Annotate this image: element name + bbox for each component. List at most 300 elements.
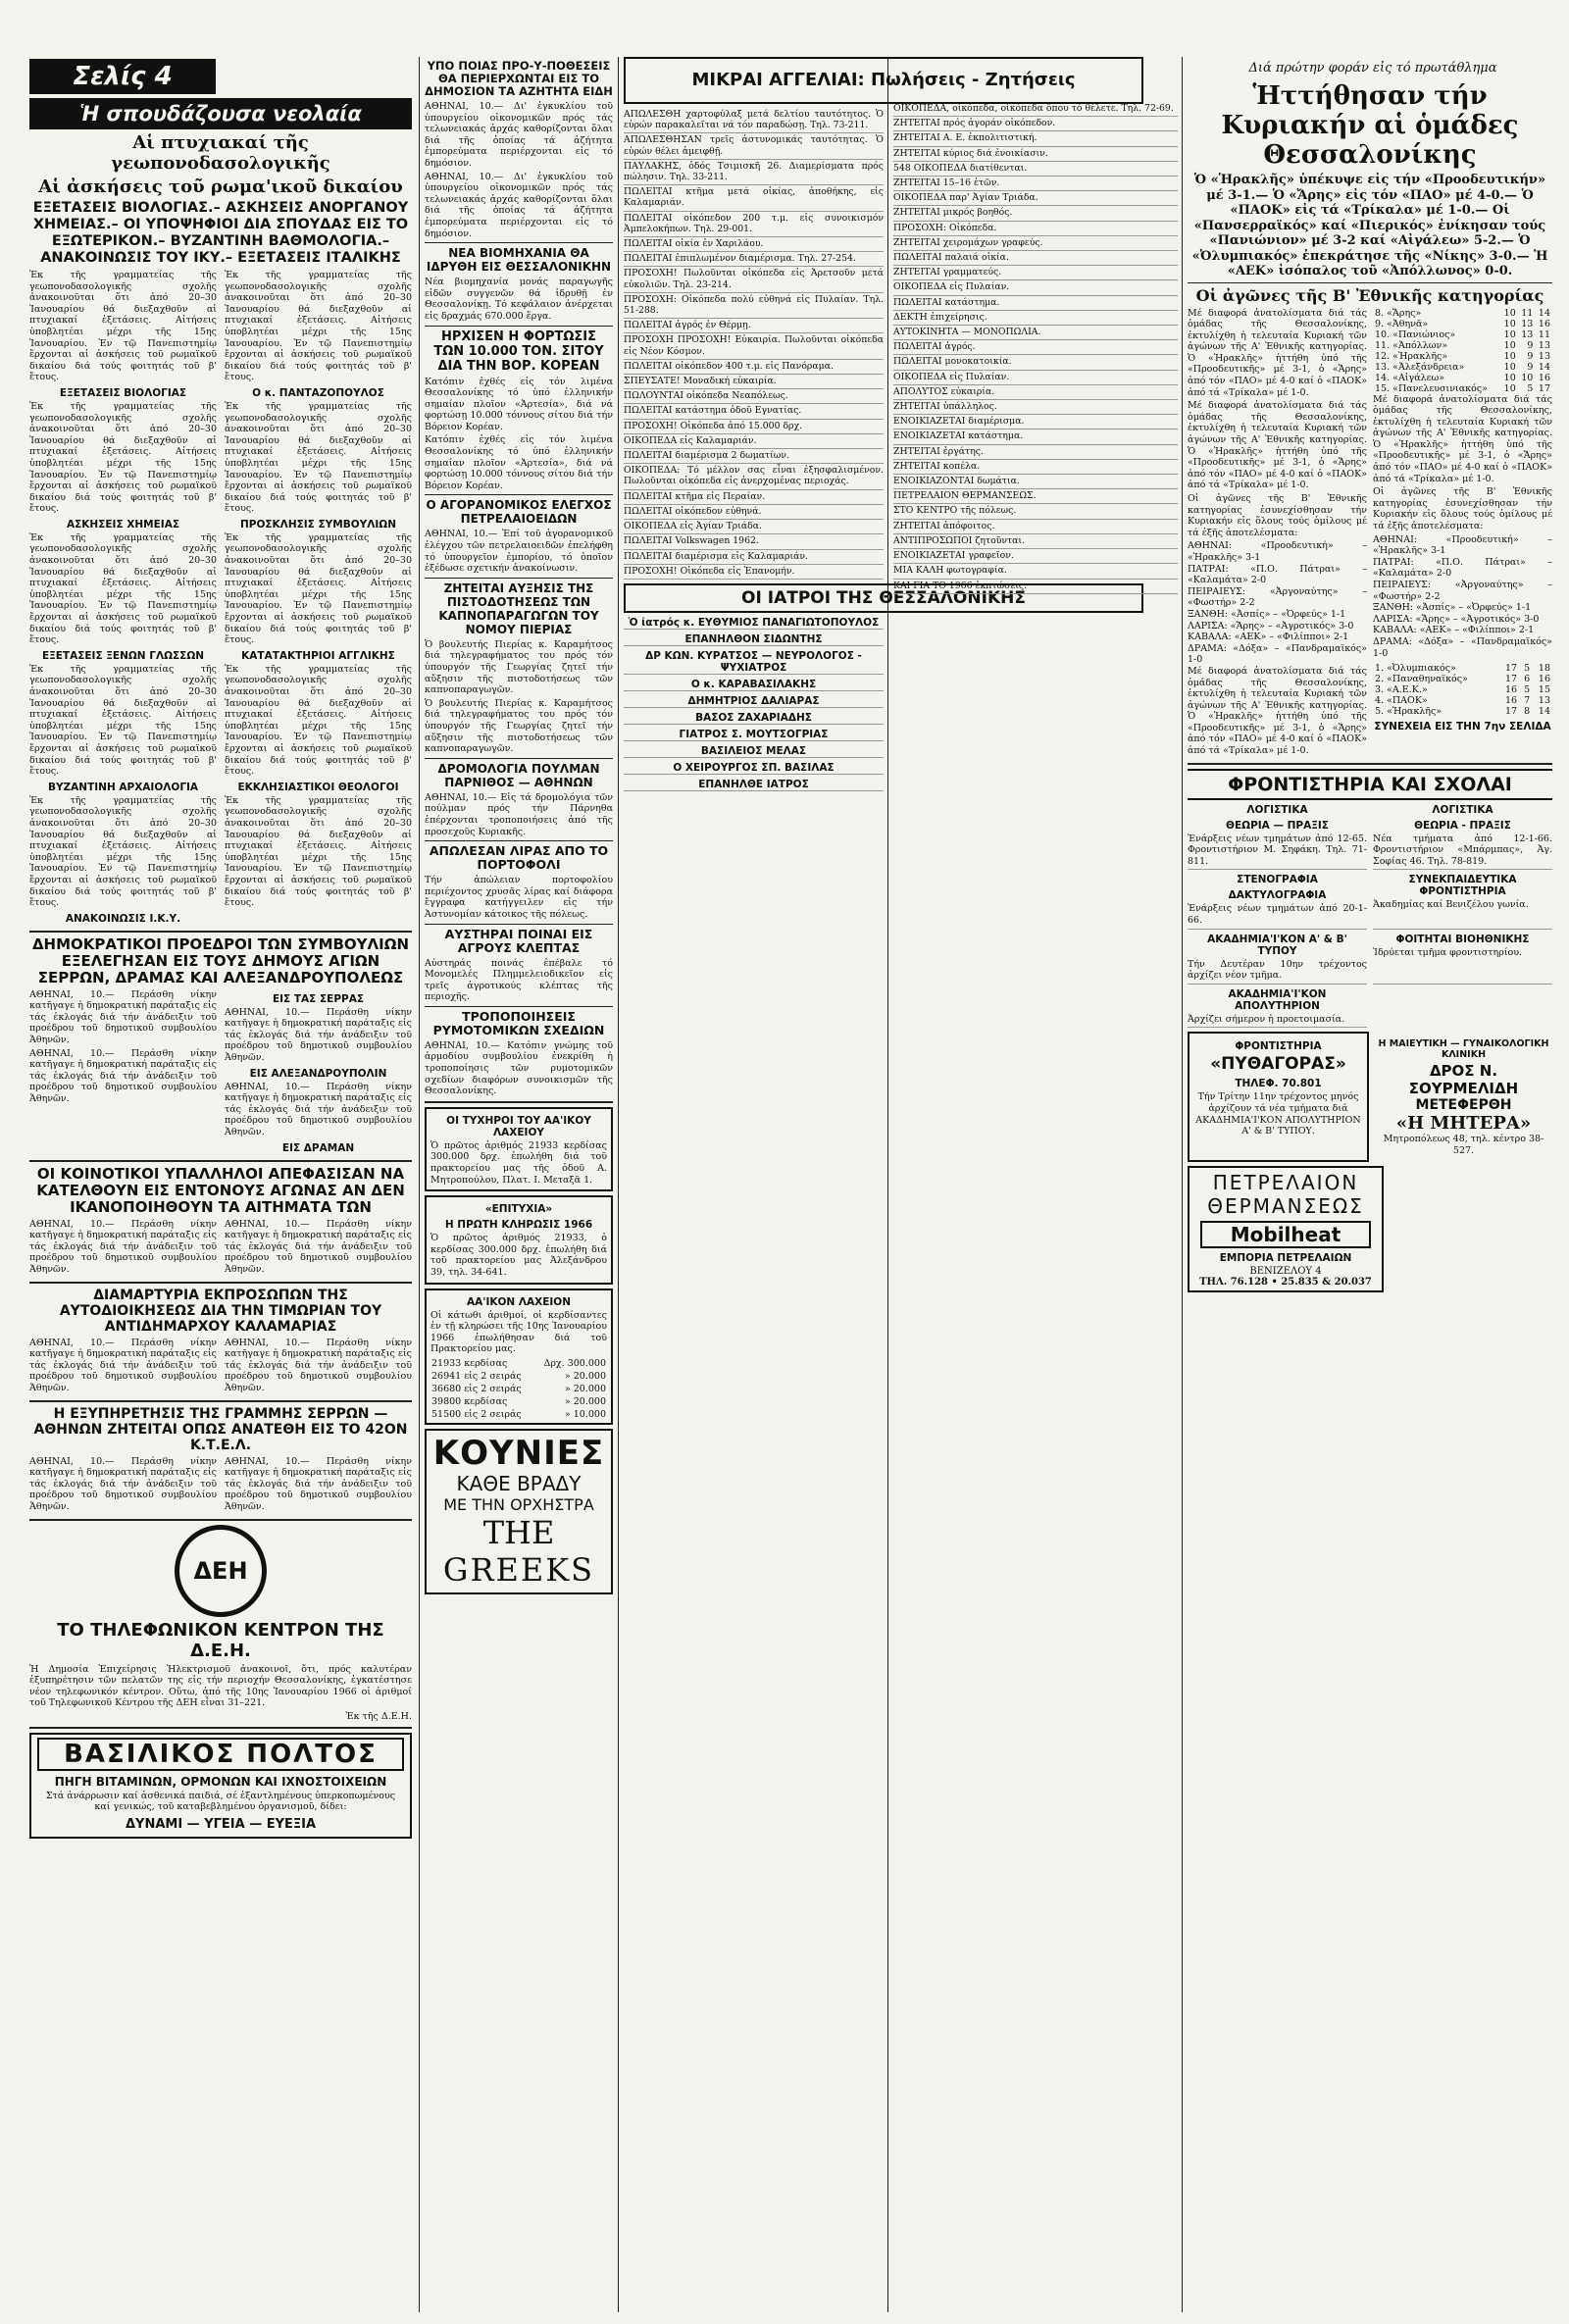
- classified-ad: ΟΙΚΟΠΕΔΑ εἰς Πυλαίαν.: [893, 371, 1178, 385]
- article-body: Οἱ ἀγῶνες τῆς Β' Ἐθνικῆς κατηγορίας ἐσυνεχίσθησαν τήν Κυριακήν εἰς ὅλους τούς ὁμίλους μέ τά ἑξῆς ἀποτελέσματα:: [1373, 486, 1552, 532]
- dei-ad: [29, 1525, 412, 1723]
- match-result: ΠΕΙΡΑΙΕΥΣ: «Ἀργοναύτης» – «Φωστήρ» 2-2: [1188, 585, 1367, 609]
- standings-cell: 10: [1503, 318, 1516, 329]
- classified-ad: ΠΩΛΟΥΝΤΑΙ οἰκόπεδα Νεαπόλεως.: [624, 389, 884, 404]
- column-rule: [419, 57, 420, 2312]
- headline-petrol-control: Ο ΑΓΟΡΑΝΟΜΙΚΟΣ ΕΛΕΓΧΟΣ ΠΕΤΡΕΛΑΙΟΕΙΔΩΝ: [426, 498, 612, 527]
- headline-exams: ΕΞΕΤΑΣΕΙΣ ΒΙΟΛΟΓΙΑΣ.– ΑΣΚΗΣΕΙΣ ΑΝΟΡΓΑΝΟΥ ΧΗΜΕΙΑΣ.– ΟΙ ΥΠΟΨΗΦΙΟΙ ΔΙΑ ΣΠΟΥΔΑΣ ΕΙΣ ΤΟ ΕΞΩΤΕΡΙΚΟΝ.– ΒΥΖΑΝΤΙΝΗ ΒΑΘΜΟΛΟΓΙΑ.– ΑΝΑΚΟΙΝΩΣΙΣ ΤΟΥ ΙΚΥ.– ΕΞΕΤΑΣΕΙΣ ΙΤΑΛΙΚΗΣ: [32, 200, 409, 266]
- kounies-line2: ΚΑΘΕ ΒΡΑΔΥ: [456, 1471, 582, 1495]
- match-result: ΚΑΒΑΛΑ: «ΑΕΚ» – «Φιλίπποι» 2-1: [1188, 632, 1349, 643]
- clinic-ad: [1375, 1032, 1552, 1161]
- classified-ad: ΣΠΕΥΣΑΤΕ! Μοναδική εὐκαιρία.: [624, 375, 884, 389]
- standings-cell: 11: [1521, 307, 1534, 319]
- article-body: ΑΘΗΝΑΙ, 10.— Περάσθη νίκην κατῆγαγε ἡ δημοκρατική παράταξις εἰς τάς ἐκλογάς διά τήν ἀνάδειξιν τοῦ προέδρου τοῦ δημοτικοῦ συμβουλίου Ἀθηνῶν.: [225, 1218, 412, 1275]
- classified-ad: ΑΥΤΟΚΙΝΗΤΑ — ΜΟΝΟΠΩΛΙΑ.: [893, 326, 1178, 340]
- standings-cell: 13: [1521, 318, 1534, 329]
- standings-cell: 13: [1521, 328, 1534, 340]
- article-body: Ἐκ τῆς γραμματείας τῆς γεωπονοδασολογικῆς σχολῆς ἀνακοινοῦται ὅτι ἀπό 20–30 Ἰανουαρίου θά διεξαχθοῦν αἱ πτυχιακαί ἐξετάσεις. Αἰτήσεις ὑποβλητέαι μέχρι τῆς 15ης Ἰανουαρίου. Ἐν τῷ Πανεπιστημίῳ ἔρχονται αἱ ἀσκήσεις τοῦ ρωμαϊκοῦ δικαίου διά τούς φοιτητάς τοῦ β' ἔτους.: [225, 663, 412, 778]
- subhead-alexandroupolis: ΕΙΣ ΑΛΕΞΑΝΔΡΟΥΠΟΛΙΝ: [249, 1067, 387, 1080]
- match-result: ΚΑΒΑΛΑ: «ΑΕΚ» – «Φιλίπποι» 2-1: [1373, 625, 1535, 636]
- article-body: Ἐκ τῆς γραμματείας τῆς γεωπονοδασολογικῆς σχολῆς ἀνακοινοῦται ὅτι ἀπό 20–30 Ἰανουαρίου θά διεξαχθοῦν αἱ πτυχιακαί ἐξετάσεις. Αἰτήσεις ὑποβλητέαι μέχρι τῆς 15ης Ἰανουαρίου. Ἐν τῷ Πανεπιστημίῳ ἔρχονται αἱ ἀσκήσεις τοῦ ρωμαϊκοῦ δικαίου διά τούς φοιτητάς τοῦ β' ἔτους.: [225, 400, 412, 515]
- standings-cell: 10: [1503, 339, 1516, 351]
- heating-oil-ad: [1188, 1166, 1384, 1292]
- standings-cell: 10: [1503, 361, 1516, 373]
- article-body: ΑΘΗΝΑΙ, 10.— Περάσθη νίκην κατῆγαγε ἡ δημοκρατική παράταξις εἰς τάς ἐκλογάς διά τήν ἀνάδειξιν τοῦ προέδρου τοῦ δημοτικοῦ συμβουλίου Ἀθηνῶν.: [225, 1455, 412, 1512]
- doctor-entry: ΕΠΑΝΗΛΘΟΝ ΣΙΔΩΝΤΗΣ: [624, 633, 884, 646]
- lottery-cell: 26941 εἰς 2 σειράς: [431, 1370, 522, 1382]
- article-body: Τήν ἀπώλειαν πορτοφολίου περιέχοντος χρυσᾶς λίρας καί διάφορα ἔγγραφα κατήγγειλεν εἰς τήν Ἀστυνομίαν κάτοικος τῆς πόλεως.: [425, 875, 613, 920]
- kounies-greeks: GREEKS: [442, 1550, 595, 1589]
- standings-cell: 9: [1527, 361, 1534, 373]
- match-result: ΑΘΗΝΑΙ: «Προοδευτική» – «Ἡρακλῆς» 3-1: [1188, 540, 1367, 563]
- article-body: Αὐστηράς ποινάς ἐπέβαλε τό Μονομελές Πλημμελειοδικεῖον εἰς τρεῖς ἀγροτικούς κλέπτας τῆς περιοχῆς.: [425, 957, 613, 1003]
- dei-body: Ἡ Δημοσία Ἐπιχείρησις Ἠλεκτρισμοῦ ἀνακοινοῖ, ὅτι, πρός καλυτέραν ἐξυπηρέτησιν τῶν πελατῶν της εἰς τήν περιοχήν Θεσσαλονίκης, ἐγκατέστησε νέον τηλεφωνικόν κέντρον. Οὕτω, ἀπό τῆς 10ης Ἰανουαρίου 1966 οἱ ἀριθμοί τοῦ Τηλεφωνικοῦ Κέντρου τῆς ΔΕΗ εἶναι 31–221.: [29, 1663, 412, 1709]
- oil-title-1: ΠΕΤΡΕΛΑΙΟΝ: [1212, 1170, 1359, 1194]
- school-ad: [1188, 800, 1367, 871]
- match-result: ΞΑΝΘΗ: «Ἀσπίς» – «Ὀρφεύς» 1-1: [1373, 602, 1532, 614]
- classified-ad: ΕΝΟΙΚΙΑΖΕΤΑΙ διαμέρισμα.: [893, 415, 1178, 429]
- article-body: ΑΘΗΝΑΙ, 10.— Περάσθη νίκην κατῆγαγε ἡ δημοκρατική παράταξις εἰς τάς ἐκλογάς διά τήν ἀνάδειξιν τοῦ προέδρου τοῦ δημοτικοῦ συμβουλίου Ἀθηνῶν.: [29, 1047, 217, 1105]
- article-body: Ἐκ τῆς γραμματείας τῆς γεωπονοδασολογικῆς σχολῆς ἀνακοινοῦται ὅτι ἀπό 20–30 Ἰανουαρίου θά διεξαχθοῦν αἱ πτυχιακαί ἐξετάσεις. Αἰτήσεις ὑποβλητέαι μέχρι τῆς 15ης Ἰανουαρίου. Ἐν τῷ Πανεπιστημίῳ ἔρχονται αἱ ἀσκήσεις τοῦ ρωμαϊκοῦ δικαίου διά τούς φοιτητάς τοῦ β' ἔτους.: [29, 400, 217, 515]
- classified-ad: ΔΕΚΤΗ ἐπιχείρησις.: [893, 311, 1178, 326]
- standings-cell: 14: [1538, 361, 1550, 373]
- standings-cell: 8. «Ἄρης»: [1375, 307, 1422, 319]
- lottery-row: [430, 1370, 607, 1383]
- classified-ad: ΠΩΛΕΙΤΑΙ οἰκία ἐν Χαριλάου.: [624, 237, 884, 252]
- subhead-pantazopoulos: Ο κ. ΠΑΝΤΑΖΟΠΟΥΛΟΣ: [252, 386, 384, 399]
- standings-cell: 18: [1538, 663, 1550, 675]
- standings-row: [1373, 383, 1552, 394]
- classified-ad: ΠΩΛΕΙΤΑΙ μονοκατοικία.: [893, 355, 1178, 370]
- classified-ad: ΠΩΛΕΙΤΑΙ Volkswagen 1962.: [624, 534, 884, 549]
- oil-address: ΒΕΝΙΖΕΛΟΥ 4: [1249, 1265, 1322, 1277]
- school-ad-body: Ἀκαδημίας καί Βενιζέλου γωνία.: [1373, 899, 1529, 911]
- standings-row: [1373, 663, 1552, 674]
- standings-cell: 8: [1524, 706, 1531, 718]
- article-body: ΑΘΗΝΑΙ, 10.— Περάσθη νίκην κατῆγαγε ἡ δημοκρατική παράταξις εἰς τάς ἐκλογάς διά τήν ἀνάδειξιν τοῦ προέδρου τοῦ δημοτικοῦ συμβουλίου Ἀθηνῶν.: [29, 988, 217, 1046]
- article-body: ΑΘΗΝΑΙ, 10.— Δι' ἐγκυκλίου τοῦ ὑπουργείου οἰκονομικῶν πρός τάς τελωνειακάς ἀρχάς καθορίζονται ὅλαι διά τῆς ὁποίας τά ἀζήτητα ἐμπορεύματα περιέρχονται εἰς τό δημόσιον.: [425, 171, 613, 239]
- standings-cell: 17: [1505, 663, 1518, 675]
- column-news-brief: [425, 57, 613, 2312]
- kounies-line3: ΜΕ ΤΗΝ ΟΡΧΗΣΤΡΑ: [443, 1494, 594, 1514]
- classified-ad: ΠΩΛΕΙΤΑΙ διαμέρισμα εἰς Καλαμαριάν.: [624, 550, 884, 565]
- standings-cell: 16: [1538, 372, 1550, 383]
- classified-ad: ΠΡΟΣΟΧΗ: Οἰκόπεδα.: [893, 222, 1178, 236]
- lottery-cell: 21933 κερδίσας: [431, 1357, 508, 1369]
- clinic-head: Η ΜΑΙΕΥΤΙΚΗ — ΓΥΝΑΙΚΟΛΟΓΙΚΗ ΚΛΙΝΙΚΗ: [1378, 1038, 1549, 1061]
- classified-ad: ΟΙΚΟΠΕΔΑ εἰς Καλαμαριάν.: [624, 434, 884, 449]
- subhead-councils: ΠΡΟΣΚΛΗΣΙΣ ΣΥΜΒΟΥΛΙΩΝ: [239, 518, 397, 530]
- standings-cell: 13. «Ἀλεξάνδρεια»: [1375, 361, 1465, 373]
- standings-cell: 11. «Ἀπόλλων»: [1375, 339, 1448, 351]
- headline-serres-line: Η ΕΞΥΠΗΡΕΤΗΣΙΣ ΤΗΣ ΓΡΑΜΜΗΣ ΣΕΡΡΩΝ — ΑΘΗΝΩΝ ΖΗΤΕΙΤΑΙ ΟΠΩΣ ΑΝΑΤΕΘΗ ΕΙΣ ΤΟ 42ΟΝ Κ.Τ.Ε.Λ.: [33, 1405, 408, 1453]
- article-body: ΑΘΗΝΑΙ, 10.— Δι' ἐγκυκλίου τοῦ ὑπουργείου οἰκονομικῶν πρός τάς τελωνειακάς ἀρχάς καθορίζονται ὅλαι διά τῆς ὁποίας τά ἀζήτητα ἐμπορεύματα περιέρχονται εἰς τό δημόσιον.: [425, 101, 613, 169]
- standings-row: [1373, 674, 1552, 684]
- classified-ad: ΖΗΤΕΙΤΑΙ πρός ἀγοράν οἰκόπεδον.: [893, 117, 1178, 131]
- classified-ad: ΟΙΚΟΠΕΔΑ, οἰκόπεδα, οἰκόπεδα ὅπου τό θέλετε. Τηλ. 72-69.: [893, 102, 1178, 117]
- headline-penalties: ΑΥΣΤΗΡΑΙ ΠΟΙΝΑΙ ΕΙΣ ΑΓΡΟΥΣ ΚΛΕΠΤΑΣ: [444, 926, 593, 955]
- doctor-entry: Ο ΧΕΙΡΟΥΡΓΟΣ ΣΠ. ΒΑΣΙΛΑΣ: [624, 762, 884, 775]
- subhead-foreign-languages: ΕΞΕΤΑΣΕΙΣ ΞΕΝΩΝ ΓΛΩΣΣΩΝ: [41, 649, 205, 662]
- clinic-moved: ΜΕΤΕΦΕΡΘΗ: [1415, 1097, 1512, 1114]
- standings-cell: 3. «Α.Ε.Κ.»: [1375, 684, 1428, 696]
- classified-ad: ΖΗΤΕΙΤΑΙ χειρομάχων γραφεύς.: [893, 236, 1178, 251]
- doctor-entry: ΔΡ ΚΩΝ. ΚΥΡΑΤΣΟΣ — ΝΕΥΡΟΛΟΓΟΣ - ΨΥΧΙΑΤΡΟΣ: [624, 650, 884, 675]
- lottery-3-body: Οἱ κάτωθι ἀριθμοί, οἱ κερδίσαντες ἐν τῇ κληρώσει τῆς 10ης Ἰανουαρίου 1966 ἐπωλήθησαν διά τοῦ Πρακτορείου μας.: [430, 1309, 607, 1355]
- classified-ad: ΣΤΟ ΚΕΝΤΡΟ τῆς πόλεως.: [893, 504, 1178, 519]
- subhead-drama: ΕΙΣ ΔΡΑΜΑΝ: [281, 1141, 355, 1154]
- lottery-1-body: Ὁ πρῶτος ἀριθμός 21933 κερδίσας 300.000 δρχ. ἐπωλήθη διά τοῦ πρακτορείου μας τῆς ὁδοῦ Α. Μητροπούλου, Πλατ. Ι. Μεταξᾶ 1.: [430, 1139, 607, 1186]
- subhead-byzantine: ΒΥΖΑΝΤΙΝΗ ΑΡΧΑΙΟΛΟΓΙΑ: [47, 781, 199, 793]
- lottery-3-table: [430, 1357, 607, 1421]
- pythagoras-ad: [1188, 1032, 1369, 1161]
- headline-pullman: ΔΡΟΜΟΛΟΓΙΑ ΠΟΥΛΜΑΝ ΠΑΡΝΙΘΟΣ — ΑΘΗΝΩΝ: [437, 761, 600, 789]
- article-body: Μέ διαφορά ἀνατολίσματα διά τάς ὁμάδας τῆς Θεσσαλονίκης, ἐκτυλίχθη ἡ τελευταία Κυριακή τῶν ἀγώνων τῆς Α' Ἐθνικῆς κατηγορίας. Ὁ «Ἡρακλῆς» ἡττήθη ὑπό τῆς «Προοδευτικῆς» μέ 3-1, ὁ «Ἄρης» ἀπό τόν «ΠΑΟ» μέ 4-0 καί ὁ «ΠΑΟΚ» ἀπό τά «Τρίκαλα» μέ 1-0.: [1188, 307, 1367, 398]
- school-ad-title: ΑΚΑΔΗΜΙΑ'Ι'ΚΟΝ Α' & Β' ΤΥΠΟΥ: [1207, 933, 1347, 957]
- classified-ad: ΠΡΟΣΟΧΗ! Οἰκόπεδα ἀπό 15.000 δρχ.: [624, 420, 884, 434]
- classified-ad: ΠΡΟΣΟΧΗ: Οἰκόπεδα πολύ εὐθηνά εἰς Πυλαίαν. Τηλ. 51-288.: [624, 293, 884, 319]
- standings-cell: 17: [1538, 382, 1550, 394]
- column-classifieds-b: [893, 102, 1178, 2312]
- school-ad-title: ΑΚΑΔΗΜΙΑ'Ι'ΚΟΝ ΑΠΟΛΥΤΗΡΙΟΝ: [1228, 987, 1327, 1012]
- lottery-cell: » 20.000: [564, 1395, 606, 1407]
- school-ad-title: ΦΟΙΤΗΤΑΙ ΒΙΟΗΘΝΙΚΗΣ: [1395, 933, 1530, 945]
- school-ad-title: ΛΟΓΙΣΤΙΚΑ: [1432, 803, 1493, 816]
- standings-row: [1373, 308, 1552, 319]
- headline-tobacco: ΖΗΤΕΙΤΑΙ ΑΥΞΗΣΙΣ ΤΗΣ ΠΙΣΤΟΔΟΤΗΣΕΩΣ ΤΩΝ ΚΑΠΝΟΠΑΡΑΓΩΓΩΝ ΤΟΥ ΝΟΜΟΥ ΠΙΕΡΙΑΣ: [438, 581, 599, 636]
- standings-cell: 9: [1527, 339, 1534, 351]
- match-result: ΛΑΡΙΣΑ: «Ἄρης» – «Ἀγροτικός» 3-0: [1188, 620, 1354, 632]
- standings-cell: 5. «Ἡρακλῆς»: [1375, 706, 1442, 718]
- article-body: ΑΘΗΝΑΙ, 10.— Κατόπιν γνώμης τοῦ ἁρμοδίου συμβουλίου ἐνεκρίθη ἡ τροποποίησις τῶν ρυμοτομικῶν σχεδίων διαφόρων συνοικισμῶν τῆς Θεσσαλονίκης.: [425, 1039, 613, 1097]
- standings-cell: 12. «Ἡρακλῆς»: [1375, 350, 1448, 362]
- subhead-iky: ΑΝΑΚΟΙΝΩΣΙΣ Ι.Κ.Υ.: [65, 912, 181, 925]
- doctor-entry: ΕΠΑΝΗΛΘΕ ΙΑΤΡΟΣ: [624, 779, 884, 791]
- article-body: Ἐκ τῆς γραμματείας τῆς γεωπονοδασολογικῆς σχολῆς ἀνακοινοῦται ὅτι ἀπό 20–30 Ἰανουαρίου θά διεξαχθοῦν αἱ πτυχιακαί ἐξετάσεις. Αἰτήσεις ὑποβλητέαι μέχρι τῆς 15ης Ἰανουαρίου. Ἐν τῷ Πανεπιστημίῳ ἔρχονται αἱ ἀσκήσεις τοῦ ρωμαϊκοῦ δικαίου διά τούς φοιτητάς τοῦ β' ἔτους.: [29, 663, 217, 778]
- standings-cell: 15. «Πανελευσινιακός»: [1375, 382, 1488, 394]
- classified-ad: ΑΠΟΛΥΤΟΣ εὐκαιρία.: [893, 385, 1178, 400]
- royal-jelly-subtitle: ΠΗΓΗ ΒΙΤΑΜΙΝΩΝ, ΟΡΜΟΝΩΝ ΚΑΙ ΙΧΝΟΣΤΟΙΧΕΙΩΝ: [54, 1774, 387, 1789]
- article-body: ΑΘΗΝΑΙ, 10.— Περάσθη νίκην κατῆγαγε ἡ δημοκρατική παράταξις εἰς τάς ἐκλογάς διά τήν ἀνάδειξιν τοῦ προέδρου τοῦ δημοτικοῦ συμβουλίου Ἀθηνῶν.: [225, 1337, 412, 1393]
- pythagoras-phone: ΤΗΛΕΦ. 70.801: [1235, 1078, 1322, 1090]
- standings-table-2: [1373, 663, 1552, 717]
- headline-roman-law: Αἱ ἀσκήσεις τοῦ ρωμα'ικοῦ δικαίου: [38, 177, 403, 197]
- lottery-1-title: ΟΙ ΤΥΧΗΡΟΙ ΤΟΥ ΑΑ'ΙΚΟΥ ΛΑΧΕΙΟΥ: [446, 1114, 591, 1138]
- standings-cell: 13: [1538, 350, 1550, 362]
- article-body: Ἐκ τῆς γραμματείας τῆς γεωπονοδασολογικῆς σχολῆς ἀνακοινοῦται ὅτι ἀπό 20–30 Ἰανουαρίου θά διεξαχθοῦν αἱ πτυχιακαί ἐξετάσεις. Αἰτήσεις ὑποβλητέαι μέχρι τῆς 15ης Ἰανουαρίου. Ἐν τῷ Πανεπιστημίῳ ἔρχονται αἱ ἀσκήσεις τοῦ ρωμαϊκοῦ δικαίου διά τούς φοιτητάς τοῦ β' ἔτους.: [29, 270, 217, 383]
- standings-cell: 14: [1538, 307, 1550, 319]
- school-ad-body: Ἀρχίζει σήμερον ἡ προετοιμασία.: [1188, 1013, 1345, 1025]
- subhead-chemistry: ΑΣΚΗΣΕΙΣ ΧΗΜΕΙΑΣ: [66, 518, 179, 530]
- article-body: Ὁ βουλευτής Πιερίας κ. Καραμήτσος διά τηλεγραφήματος του πρός τόν ὑπουργόν τῆς Γεωργίας ζητεῖ τήν αὔξησιν τῆς πιστοδοτήσεως τῶν καπνοπαραγωγῶν.: [425, 638, 613, 696]
- standings-cell: 5: [1524, 663, 1531, 675]
- subhead-serres: ΕΙΣ ΤΑΣ ΣΕΡΡΑΣ: [272, 992, 365, 1005]
- classified-ad: ΜΙΑ ΚΑΛΗ φωτογραφία.: [893, 564, 1178, 579]
- classified-ad: ΠΩΛΕΙΤΑΙ οἰκόπεδον 400 τ.μ. εἰς Πανόραμα.: [624, 360, 884, 375]
- article-body: ΑΘΗΝΑΙ, 10.— Περάσθη νίκην κατῆγαγε ἡ δημοκρατική παράταξις εἰς τάς ἐκλογάς διά τήν ἀνάδειξιν τοῦ προέδρου τοῦ δημοτικοῦ συμβουλίου Ἀθηνῶν.: [29, 1455, 217, 1512]
- classified-ad: ΠΡΟΣΟΧΗ! Οἰκόπεδα εἰς Ἐπανομήν.: [624, 565, 884, 580]
- school-ad-title: ΔΑΚΤΥΛΟΓΡΑΦΙΑ: [1228, 889, 1327, 902]
- standings-cell: 10. «Πανιώνιος»: [1375, 328, 1456, 340]
- standings-cell: 6: [1524, 674, 1531, 685]
- continue-note: ΣΥΝΕΧΕΙΑ ΕΙΣ ΤΗΝ 7ην ΣΕΛΙΔΑ: [1374, 721, 1551, 733]
- dei-logo-text: ΔΕΗ: [193, 1556, 248, 1585]
- headline-lost-pounds: ΑΠΩΛΕΣΑΝ ΛΙΡΑΣ ΑΠΟ ΤΟ ΠΟΡΤΟΦΟΛΙ: [429, 843, 609, 873]
- royal-jelly-ad: [29, 1733, 412, 1839]
- classified-ad: ΠΕΤΡΕΛΑΙΟΝ ΘΕΡΜΑΝΣΕΩΣ.: [893, 489, 1178, 504]
- lottery-cell: 39800 κερδίσας: [431, 1395, 508, 1407]
- match-result: ΠΑΤΡΑΙ: «Π.Ο. Πάτραι» – «Καλαμάτα» 2-0: [1188, 563, 1367, 586]
- classified-ad: ΠΩΛΕΙΤΑΙ παλαιά οἰκία.: [893, 251, 1178, 266]
- oil-title-2: ΘΕΡΜΑΝΣΕΩΣ: [1207, 1193, 1364, 1218]
- lottery-cell: » 20.000: [564, 1383, 606, 1394]
- classified-ad: ΖΗΤΕΙΤΑΙ γραμματεύς.: [893, 266, 1178, 280]
- standings-table: [1373, 308, 1552, 394]
- standings-row: [1373, 329, 1552, 340]
- classified-ad: ΠΩΛΕΙΤΑΙ οἰκόπεδον 200 τ.μ. εἰς συνοικισμόν Ἀμπελοκήπων. Τηλ. 29-001.: [624, 212, 884, 237]
- standings-row: [1373, 373, 1552, 383]
- standings-cell: 10: [1503, 350, 1516, 362]
- results-list: [1373, 534, 1552, 660]
- match-result: ΑΘΗΝΑΙ: «Προοδευτική» – «Ἡρακλῆς» 3-1: [1373, 533, 1552, 557]
- column-sports: [1188, 78, 1552, 2312]
- standings-cell: 10: [1503, 372, 1516, 383]
- standings-row: [1373, 695, 1552, 706]
- article-body: Ἐκ τῆς γραμματείας τῆς γεωπονοδασολογικῆς σχολῆς ἀνακοινοῦται ὅτι ἀπό 20–30 Ἰανουαρίου θά διεξαχθοῦν αἱ πτυχιακαί ἐξετάσεις. Αἰτήσεις ὑποβλητέαι μέχρι τῆς 15ης Ἰανουαρίου. Ἐν τῷ Πανεπιστημίῳ ἔρχονται αἱ ἀσκήσεις τοῦ ρωμαϊκοῦ δικαίου διά τούς φοιτητάς τοῦ β' ἔτους.: [225, 531, 412, 646]
- lottery-row: [430, 1395, 607, 1408]
- standings-cell: 16: [1538, 674, 1550, 685]
- lottery-3-title: ΑΑ'ΙΚΟΝ ΛΑΧΕΙΟΝ: [466, 1295, 572, 1308]
- classified-ad: ΖΗΤΕΙΤΑΙ κοπέλα.: [893, 460, 1178, 475]
- article-body: ΑΘΗΝΑΙ, 10.— Περάσθη νίκην κατῆγαγε ἡ δημοκρατική παράταξις εἰς τάς ἐκλογάς διά τήν ἀνάδειξιν τοῦ προέδρου τοῦ δημοτικοῦ συμβουλίου Ἀθηνῶν.: [225, 1006, 412, 1064]
- classified-ad: 548 ΟΙΚΟΠΕΔΑ διατίθενται.: [893, 162, 1178, 177]
- subhead-biology: ΕΞΕΤΑΣΕΙΣ ΒΙΟΛΟΓΙΑΣ: [59, 386, 187, 399]
- school-ad: [1373, 800, 1552, 871]
- standings-cell: 14: [1538, 706, 1550, 718]
- school-ad-body: Ἐνάρξεις νέων τμημάτων ἀπό 20-1-66.: [1188, 903, 1367, 927]
- top-note: Διά πρώτην φοράν εἰς τό πρωτάθλημα: [1248, 61, 1497, 76]
- kounies-the: THE: [482, 1513, 555, 1551]
- classified-ad: ΖΗΤΕΙΤΑΙ ἀπόφοιτος.: [893, 520, 1178, 534]
- standings-cell: 10: [1503, 307, 1516, 319]
- classified-ad: ΠΑΥΛΑΚΗΣ, ὁδός Τσιμισκῆ 26. Διαμερίσματα πρός πώλησιν. Τηλ. 33-211.: [624, 160, 884, 185]
- sports-headline: Ἡττήθησαν τήν Κυριακήν αἱ ὁμάδες Θεσσαλονίκης: [1221, 81, 1519, 170]
- match-result: ΛΑΡΙΣΑ: «Ἄρης» – «Ἀγροτικός» 3-0: [1373, 613, 1540, 625]
- match-result: ΔΡΑΜΑ: «Δόξα» – «Πανδραμαϊκός» 1-0: [1373, 635, 1552, 659]
- standings-cell: 16: [1538, 318, 1550, 329]
- article-body: Μέ διαφορά ἀνατολίσματα διά τάς ὁμάδας τῆς Θεσσαλονίκης, ἐκτυλίχθη ἡ τελευταία Κυριακή τῶν ἀγώνων τῆς Α' Ἐθνικῆς κατηγορίας. Ὁ «Ἡρακλῆς» ἡττήθη ὑπό τῆς «Προοδευτικῆς» μέ 3-1, ὁ «Ἄρης» ἀπό τόν «ΠΑΟ» μέ 4-0 καί ὁ «ΠΑΟΚ» ἀπό τά «Τρίκαλα» μέ 1-0.: [1188, 665, 1367, 757]
- classifieds-banner: ΜΙΚΡΑΙ ΑΓΓΕΛΙΑΙ: Πωλήσεις - Ζητήσεις: [624, 57, 1143, 104]
- school-ad: [1373, 870, 1552, 929]
- article-body: Ἐκ τῆς γραμματείας τῆς γεωπονοδασολογικῆς σχολῆς ἀνακοινοῦται ὅτι ἀπό 20–30 Ἰανουαρίου θά διεξαχθοῦν αἱ πτυχιακαί ἐξετάσεις. Αἰτήσεις ὑποβλητέαι μέχρι τῆς 15ης Ἰανουαρίου. Ἐν τῷ Πανεπιστημίῳ ἔρχονται αἱ ἀσκήσεις τοῦ ρωμαϊκοῦ δικαίου διά τούς φοιτητάς τοῦ β' ἔτους.: [29, 794, 217, 909]
- classified-ad: ΠΩΛΕΙΤΑΙ οἰκόπεδον εὐθηνά.: [624, 505, 884, 520]
- standings-cell: 17: [1505, 674, 1518, 685]
- oil-store: ΕΜΠΟΡΙΑ ΠΕΤΡΕΛΑΙΩΝ: [1219, 1251, 1352, 1264]
- article-body: Νέα βιομηχανία μονάς παραγωγῆς εἰδῶν συγγενῶν θά ἱδρυθῇ ἐν Θεσσαλονίκῃ. Τό κεφάλαιον ἀνέρχεται εἰς δραχμάς 670.000 ἔργα.: [425, 277, 613, 322]
- classified-ad: ΠΩΛΕΙΤΑΙ ἀγρός ἐν Θέρμῃ.: [624, 319, 884, 333]
- school-ad-title: ΘΕΩΡΙΑ - ΠΡΑΞΙΣ: [1414, 819, 1511, 832]
- dei-headline: ΤΟ ΤΗΛΕΦΩΝΙΚΟΝ ΚΕΝΤΡΟΝ ΤΗΣ Δ.Ε.Η.: [57, 1619, 384, 1661]
- school-ad: [1188, 985, 1367, 1029]
- pythagoras-body: Τήν Τρίτην 11ην τρέχοντος μηνός ἀρχίζουν τά νέα τμήματα διά ΑΚΑΔΗΜΙΑ'Ι'ΚΟΝ ΑΠΟΛΥΤΗΡΙΟΝ Α' & Β' ΤΥΠΟΥ.: [1195, 1091, 1361, 1137]
- doctor-entry: Ὁ ἰατρός κ. ΕΥΘΥΜΙΟΣ ΠΑΝΑΓΙΩΤΟΠΟΥΛΟΣ: [624, 617, 884, 630]
- standings-cell: 16: [1505, 695, 1518, 707]
- match-result: ΠΕΙΡΑΙΕΥΣ: «Ἀργοναύτης» – «Φωστήρ» 2-2: [1373, 580, 1552, 602]
- standings-cell: 1. «Ὀλυμπιακός»: [1375, 663, 1456, 675]
- classified-ad: ΖΗΤΕΙΤΑΙ κύριος διά ἐνοικίασιν.: [893, 147, 1178, 162]
- lottery-cell: 36680 εἰς 2 σειράς: [431, 1383, 522, 1394]
- dei-logo: [175, 1525, 267, 1617]
- classified-ad: ΟΙΚΟΠΕΔΑ: Τό μέλλον σας εἶναι ἐξησφαλισμένον. Πωλοῦνται οἰκόπεδα εἰς ἀνερχομένας περιοχάς.: [624, 464, 884, 489]
- article-body: ΑΘΗΝΑΙ, 10.— Περάσθη νίκην κατῆγαγε ἡ δημοκρατική παράταξις εἰς τάς ἐκλογάς διά τήν ἀνάδειξιν τοῦ προέδρου τοῦ δημοτικοῦ συμβουλίου Ἀθηνῶν.: [29, 1218, 217, 1275]
- article-body: ΑΘΗΝΑΙ, 10.— Εἰς τά δρομολόγια τῶν πούλμαν πρός τήν Πάρνηθα ἐπέρχονται τροποποιήσεις ἀπό τῆς προσεχοῦς Κυριακῆς.: [425, 791, 613, 837]
- subhead-theologians: ΕΚΚΛΗΣΙΑΣΤΙΚΟΙ ΘΕΟΛΟΓΟΙ: [237, 781, 399, 793]
- subhead-english: ΚΑΤΑΤΑΚΤΗΡΙΟΙ ΑΓΓΛΙΚΗΣ: [241, 649, 395, 662]
- article-body: ΑΘΗΝΑΙ, 10.— Περάσθη νίκην κατῆγαγε ἡ δημοκρατική παράταξις εἰς τάς ἐκλογάς διά τήν ἀνάδειξιν τοῦ προέδρου τοῦ δημοτικοῦ συμβουλίου Ἀθηνῶν.: [225, 1081, 412, 1138]
- lottery-row: [430, 1357, 607, 1370]
- school-ad-body: Νέα τμήματα ἀπό 12-1-66. Φροντιστήριον «Μπάρμπας», Ἀγ. Σοφίας 46. Τηλ. 78-819.: [1373, 833, 1552, 867]
- standings-cell: 5: [1527, 382, 1534, 394]
- school-ad-body: Τήν Δευτέραν 10ην τρέχοντος ἀρχίζει νέον τμῆμα.: [1188, 958, 1367, 982]
- article-body: Ἐκ τῆς γραμματείας τῆς γεωπονοδασολογικῆς σχολῆς ἀνακοινοῦται ὅτι ἀπό 20–30 Ἰανουαρίου θά διεξαχθοῦν αἱ πτυχιακαί ἐξετάσεις. Αἰτήσεις ὑποβλητέαι μέχρι τῆς 15ης Ἰανουαρίου. Ἐν τῷ Πανεπιστημίῳ ἔρχονται αἱ ἀσκήσεις τοῦ ρωμαϊκοῦ δικαίου διά τούς φοιτητάς τοῦ β' ἔτους.: [225, 270, 412, 383]
- classified-ad: ΕΝΟΙΚΙΑΖΕΤΑΙ κατάστημα.: [893, 429, 1178, 444]
- column-rule: [1182, 57, 1183, 2312]
- column-rule: [887, 57, 888, 2312]
- classified-ad: ΠΩΛΕΙΤΑΙ ἐπιπλωμένον διαμέρισμα. Τηλ. 27-254.: [624, 252, 884, 267]
- standings-cell: 14. «Αἰγάλεω»: [1375, 372, 1445, 383]
- standings-row: [1373, 351, 1552, 362]
- classified-ad: ΑΠΩΛΕΣΘΗ χαρτοφύλαξ μετά δελτίου ταυτότητος. Ὁ εὑρών παρακαλεῖται νά τόν παραδώσῃ. Τηλ. 73-211.: [624, 108, 884, 133]
- school-ad-title: ΘΕΩΡΙΑ — ΠΡΑΞΙΣ: [1226, 819, 1329, 832]
- standings-row: [1373, 684, 1552, 695]
- school-ad: [1373, 930, 1552, 985]
- standings-cell: 9: [1527, 350, 1534, 362]
- standings-cell: 13: [1538, 695, 1550, 707]
- standings-cell: 7: [1524, 695, 1531, 707]
- classified-ad: ΕΝΟΙΚΙΑΖΟΝΤΑΙ δωμάτια.: [893, 475, 1178, 489]
- standings-cell: 13: [1538, 339, 1550, 351]
- classified-ad: ΠΩΛΕΙΤΑΙ κτῆμα μετά οἰκίας, ἀποθήκης, εἰς Καλαμαριάν.: [624, 185, 884, 211]
- article-body: Μέ διαφορά ἀνατολίσματα διά τάς ὁμάδας τῆς Θεσσαλονίκης, ἐκτυλίχθη ἡ τελευταία Κυριακή τῶν ἀγώνων τῆς Α' Ἐθνικῆς κατηγορίας. Ὁ «Ἡρακλῆς» ἡττήθη ὑπό τῆς «Προοδευτικῆς» μέ 3-1, ὁ «Ἄρης» ἀπό τόν «ΠΑΟ» μέ 4-0 καί ὁ «ΠΑΟΚ» ἀπό τά «Τρίκαλα» μέ 1-0.: [1373, 393, 1552, 484]
- article-body: ΑΘΗΝΑΙ, 10.— Ἐπί τοῦ ἀγορανομικοῦ ἐλέγχου τῶν πετρελαιοειδῶν ἐπελήφθη τό ὑπουργεῖον ἐμπορίου, τό ὁποῖον ἐξέδωσε σχετικήν ἀνακοίνωσιν.: [425, 529, 613, 575]
- headline-town-plans: ΤΡΟΠΟΠΟΙΗΣΕΙΣ ΡΥΜΟΤΟΜΙΚΩΝ ΣΧΕΔΙΩΝ: [432, 1008, 605, 1037]
- match-result: ΔΡΑΜΑ: «Δόξα» – «Πανδραμαϊκός» 1-0: [1188, 642, 1367, 666]
- headline-agronomy: Αἱ πτυχιακαί τῆς γεωπονοδασολογικῆς: [111, 132, 330, 174]
- classified-ad: ΖΗΤΕΙΤΑΙ ἐργάτης.: [893, 445, 1178, 460]
- classified-ad: ΠΩΛΕΙΤΑΙ κτῆμα εἰς Περαίαν.: [624, 490, 884, 505]
- classified-ad: ΠΩΛΕΙΤΑΙ κατάστημα.: [893, 296, 1178, 311]
- classified-ad: ΕΝΟΙΚΙΑΖΕΤΑΙ γραφεῖον.: [893, 549, 1178, 564]
- school-ad-title: ΣΤΕΝΟΓΡΑΦΙΑ: [1237, 874, 1318, 886]
- lottery-ad-2: [425, 1195, 613, 1284]
- classified-list: [893, 102, 1178, 594]
- doctor-entry: ΓΙΑΤΡΟΣ Σ. ΜΟΥΤΣΟΓΡΙΑΣ: [624, 729, 884, 741]
- clinic-to: «Η ΜΗΤΕΡΑ»: [1395, 1113, 1532, 1135]
- standings-cell: 15: [1538, 684, 1550, 696]
- doctor-entry: Ο κ. ΚΑΡΑΒΑΣΙΛΑΚΗΣ: [624, 679, 884, 691]
- lottery-cell: Δρχ. 300.000: [543, 1357, 606, 1369]
- headline-kalamaria: ΔΙΑΜΑΡΤΥΡΙΑ ΕΚΠΡΟΣΩΠΩΝ ΤΗΣ ΑΥΤΟΔΙΟΙΚΗΣΕΩΣ ΔΙΑ ΤΗΝ ΤΙΜΩΡΙΑΝ ΤΟΥ ΑΝΤΙΔΗΜΑΡΧΟΥ ΚΑΛΑΜΑΡΙΑΣ: [59, 1287, 382, 1335]
- student-news-banner: Ἡ σπουδάζουσα νεολαία: [29, 98, 412, 129]
- clinic-name: ΔΡΟΣ Ν. ΣΟΥΡΜΕΛΙΔΗ: [1408, 1062, 1519, 1098]
- lottery-row: [430, 1383, 607, 1395]
- classified-ad: ΠΡΟΣΟΧΗ! Πωλοῦνται οἰκόπεδα εἰς Ἀρετσοῦν μετά εὐκολιῶν. Τηλ. 23-214.: [624, 267, 884, 292]
- standings-cell: 5: [1524, 684, 1531, 696]
- mobilheat-logo: Mobilheat: [1200, 1221, 1371, 1248]
- royal-jelly-slogan: ΔΥΝΑΜΙ — ΥΓΕΙΑ — ΕΥΕΞΙΑ: [125, 1816, 317, 1832]
- school-ad-title: ΛΟΓΙΣΤΙΚΑ: [1246, 803, 1308, 816]
- standings-cell: 11: [1538, 328, 1550, 340]
- results-list: [1188, 540, 1367, 666]
- classified-ad: ΖΗΤΕΙΤΑΙ ὑπάλληλος.: [893, 400, 1178, 415]
- standings-cell: 10: [1521, 372, 1534, 383]
- royal-jelly-brand: ΒΑΣΙΛΙΚΟΣ ΠΟΛΤΟΣ: [37, 1738, 404, 1771]
- standings-cell: 2. «Παναθηναϊκός»: [1375, 674, 1468, 685]
- article-body: Μέ διαφορά ἀνατολίσματα διά τάς ὁμάδας τῆς Θεσσαλονίκης, ἐκτυλίχθη ἡ τελευταία Κυριακή τῶν ἀγώνων τῆς Α' Ἐθνικῆς κατηγορίας. Ὁ «Ἡρακλῆς» ἡττήθη ὑπό τῆς «Προοδευτικῆς» μέ 3-1, ὁ «Ἄρης» ἀπό τόν «ΠΑΟ» μέ 4-0 καί ὁ «ΠΑΟΚ» ἀπό τά «Τρίκαλα» μέ 1-0.: [1188, 400, 1367, 491]
- page-label: Σελίς 4: [29, 59, 216, 94]
- lottery-2-body: Ὁ πρῶτος ἀριθμός 21933, ὁ κερδίσας 300.000 δρχ. ἐπωλήθη διά τοῦ πρακτορείου μας Ἀλεξάνδρου 39, τηλ. 34-641.: [430, 1233, 607, 1278]
- standings-cell: 16: [1505, 684, 1518, 696]
- article-body: Ὁ βουλευτής Πιερίας κ. Καραμήτσος διά τηλεγραφήματος του πρός τόν ὑπουργόν τῆς Γεωργίας ζητεῖ τήν αὔξησιν τῆς πιστοδοτήσεως τῶν καπνοπαραγωγῶν.: [425, 697, 613, 755]
- dei-sign: Ἐκ τῆς Δ.Ε.Η.: [345, 1710, 412, 1722]
- lottery-cell: 51500 εἰς 2 σειράς: [431, 1408, 522, 1420]
- standings-row: [1373, 706, 1552, 717]
- sports-lead: Ὁ «Ἡρακλῆς» ὑπέκυψε εἰς τήν «Προοδευτικήν» μέ 3-1.— Ὁ «Ἄρης» εἰς τόν «ΠΑΟ» μέ 4-0.— Ὁ «ΠΑΟΚ» εἰς τά «Τρίκαλα» μέ 1-0.— Οἱ «Πανσερραϊκός» καί «Πιερικός» ἐνίκησαν τούς «Πανιώνιον» μέ 3-2 καί «Αἰγάλεω» 5-2.— Ὁ «Ὀλυμπιακός» ἐπεκράτησε τῆς «Νίκης» 3-0.— Ἡ «ΑΕΚ» ἰσόπαλος τοῦ «Ἀπόλλωνος» 0-0.: [1191, 173, 1548, 278]
- doctor-entry: ΒΑΣΙΛΕΙΟΣ ΜΕΛΑΣ: [624, 745, 884, 758]
- school-ad-body: Ἐνάρξεις νέων τμημάτων ἀπό 12-65. Φροντιστήριον Μ. Σηφάκη. Τηλ. 71-811.: [1188, 833, 1367, 867]
- kounies-title: ΚΟΥΝΙΕΣ: [432, 1433, 605, 1473]
- classified-ad: ΖΗΤΕΙΤΑΙ μικρός βοηθός.: [893, 206, 1178, 221]
- article-body: Ἐκ τῆς γραμματείας τῆς γεωπονοδασολογικῆς σχολῆς ἀνακοινοῦται ὅτι ἀπό 20–30 Ἰανουαρίου θά διεξαχθοῦν αἱ πτυχιακαί ἐξετάσεις. Αἰτήσεις ὑποβλητέαι μέχρι τῆς 15ης Ἰανουαρίου. Ἐν τῷ Πανεπιστημίῳ ἔρχονται αἱ ἀσκήσεις τοῦ ρωμαϊκοῦ δικαίου διά τούς φοιτητάς τοῦ β' ἔτους.: [29, 531, 217, 646]
- classified-ad: ΠΡΟΣΟΧΗ ΠΡΟΣΟΧΗ! Εὐκαιρία. Πωλοῦνται οἰκόπεδα εἰς Νέον Κόσμον.: [624, 333, 884, 359]
- school-ad: [1188, 930, 1367, 985]
- article-body: Ἐκ τῆς γραμματείας τῆς γεωπονοδασολογικῆς σχολῆς ἀνακοινοῦται ὅτι ἀπό 20–30 Ἰανουαρίου θά διεξαχθοῦν αἱ πτυχιακαί ἐξετάσεις. Αἰτήσεις ὑποβλητέαι μέχρι τῆς 15ης Ἰανουαρίου. Ἐν τῷ Πανεπιστημίῳ ἔρχονται αἱ ἀσκήσεις τοῦ ρωμαϊκοῦ δικαίου διά τούς φοιτητάς τοῦ β' ἔτους.: [225, 794, 412, 909]
- headline-wheat-korea: ΗΡΧΙΣΕΝ Η ΦΟΡΤΩΣΙΣ ΤΩΝ 10.000 ΤΟΝ. ΣΙΤΟΥ ΔΙΑ ΤΗΝ ΒΟΡ. ΚΟΡΕΑΝ: [433, 328, 604, 374]
- classified-ad: ΠΩΛΕΙΤΑΙ διαμέρισμα 2 δωματίων.: [624, 449, 884, 464]
- doctor-entry: ΒΑΣΟΣ ΖΑΧΑΡΙΑΔΗΣ: [624, 712, 884, 725]
- royal-jelly-line: Στά ἀνάρρωσιν καί ἀσθενικά παιδιά, σέ ἐξαντλημένους ὑπερκοπωμένους καί γενικώς, τοῦ καταβεβλημένου ὀργανισμοῦ, δίδει:: [45, 1790, 396, 1813]
- classified-ad: ΖΗΤΕΙΤΑΙ Α. Ε. ἐκπολιτιστική.: [893, 131, 1178, 146]
- sports-subheadline: Οἱ ἀγῶνες τῆς Β' Ἐθνικῆς κατηγορίας: [1195, 285, 1544, 305]
- lottery-2-title: Η ΠΡΩΤΗ ΚΛΗΡΩΣΙΣ 1966: [444, 1219, 593, 1232]
- doctors-list: [624, 617, 884, 791]
- standings-row: [1373, 340, 1552, 351]
- kounies-ad: [425, 1429, 613, 1594]
- classified-ad: ΟΙΚΟΠΕΔΑ εἰς Πυλαίαν.: [893, 280, 1178, 295]
- pythagoras-head: ΦΡΟΝΤΙΣΤΗΡΙΑ: [1235, 1040, 1322, 1053]
- classified-ad: ΚΑΙ ΓΙΑ ΤΟ 1966 ἐκπτώσεις.: [893, 580, 1178, 594]
- classified-ad: ΖΗΤΕΙΤΑΙ 15–16 ἐτῶν.: [893, 177, 1178, 191]
- standings-cell: 4. «ΠΑΟΚ»: [1375, 695, 1428, 707]
- lottery-ad-1: [425, 1107, 613, 1191]
- doctor-entry: ΔΗΜΗΤΡΙΟΣ ΔΑΛΙΑΡΑΣ: [624, 695, 884, 708]
- standings-row: [1373, 362, 1552, 373]
- headline-community-employees: ΟΙ ΚΟΙΝΟΤΙΚΟΙ ΥΠΑΛΛΗΛΟΙ ΑΠΕΦΑΣΙΣΑΝ ΝΑ ΚΑΤΕΛΘΟΥΝ ΕΙΣ ΕΝΤΟΝΟΥΣ ΑΓΩΝΑΣ ΑΝ ΔΕΝ ΙΚΑΝΟΠΟΙΗΘΟΥΝ ΤΑ ΑΙΤΗΜΑΤΑ ΤΩΝ: [36, 1164, 405, 1216]
- column-rule: [618, 57, 619, 2312]
- lottery-ad-3: [425, 1288, 613, 1425]
- pythagoras-name: «ΠΥΘΑΓΟΡΑΣ»: [1210, 1054, 1346, 1075]
- headline-unclaimed-goods: ΥΠΟ ΠΟΙΑΣ ΠΡΟ-Υ-ΠΟΘΕΣΕΙΣ ΘΑ ΠΕΡΙΕΡΧΩΝΤΑΙ ΕΙΣ ΤΟ ΔΗΜΟΣΙΟΝ ΤΑ ΑΖΗΤΗΤΑ ΕΙΔΗ: [425, 59, 613, 98]
- article-body: Κατόπιν ἐχθές εἰς τόν λιμένα Θεσσαλονίκης τό ὑπό ἐλληνικήν σημαίαν πλοῖον «Ἀρτεσία», διά νά φορτώσῃ 10.000 τόννους σίτου διά τήν Βόρειον Κορέαν.: [425, 434, 613, 491]
- lottery-cell: » 20.000: [564, 1370, 606, 1382]
- classified-ad: ΠΩΛΕΙΤΑΙ κατάστημα ὁδοῦ Εγνατίας.: [624, 404, 884, 419]
- headline-new-industry: ΝΕΑ ΒΙΟΜΗΧΑΝΙΑ ΘΑ ΙΔΡΥΘΗ ΕΙΣ ΘΕΣΣΑΛΟΝΙΚΗΝ: [426, 246, 612, 275]
- school-ad: [1188, 870, 1367, 929]
- classified-ad: ΟΙΚΟΠΕΔΑ εἰς Ἀγίαν Τριάδα.: [624, 520, 884, 534]
- classified-ad: ΑΝΤΙΠΡΟΣΩΠΟΙ ζητοῦνται.: [893, 534, 1178, 549]
- article-body: Κατόπιν ἐχθές εἰς τόν λιμένα Θεσσαλονίκης τό ὑπό ἐλληνικήν σημαίαν πλοῖον «Ἀρτεσία», διά νά φορτώσῃ 10.000 τόννους σίτου διά τήν Βόρειον Κορέαν.: [425, 376, 613, 432]
- classified-list: [624, 108, 884, 580]
